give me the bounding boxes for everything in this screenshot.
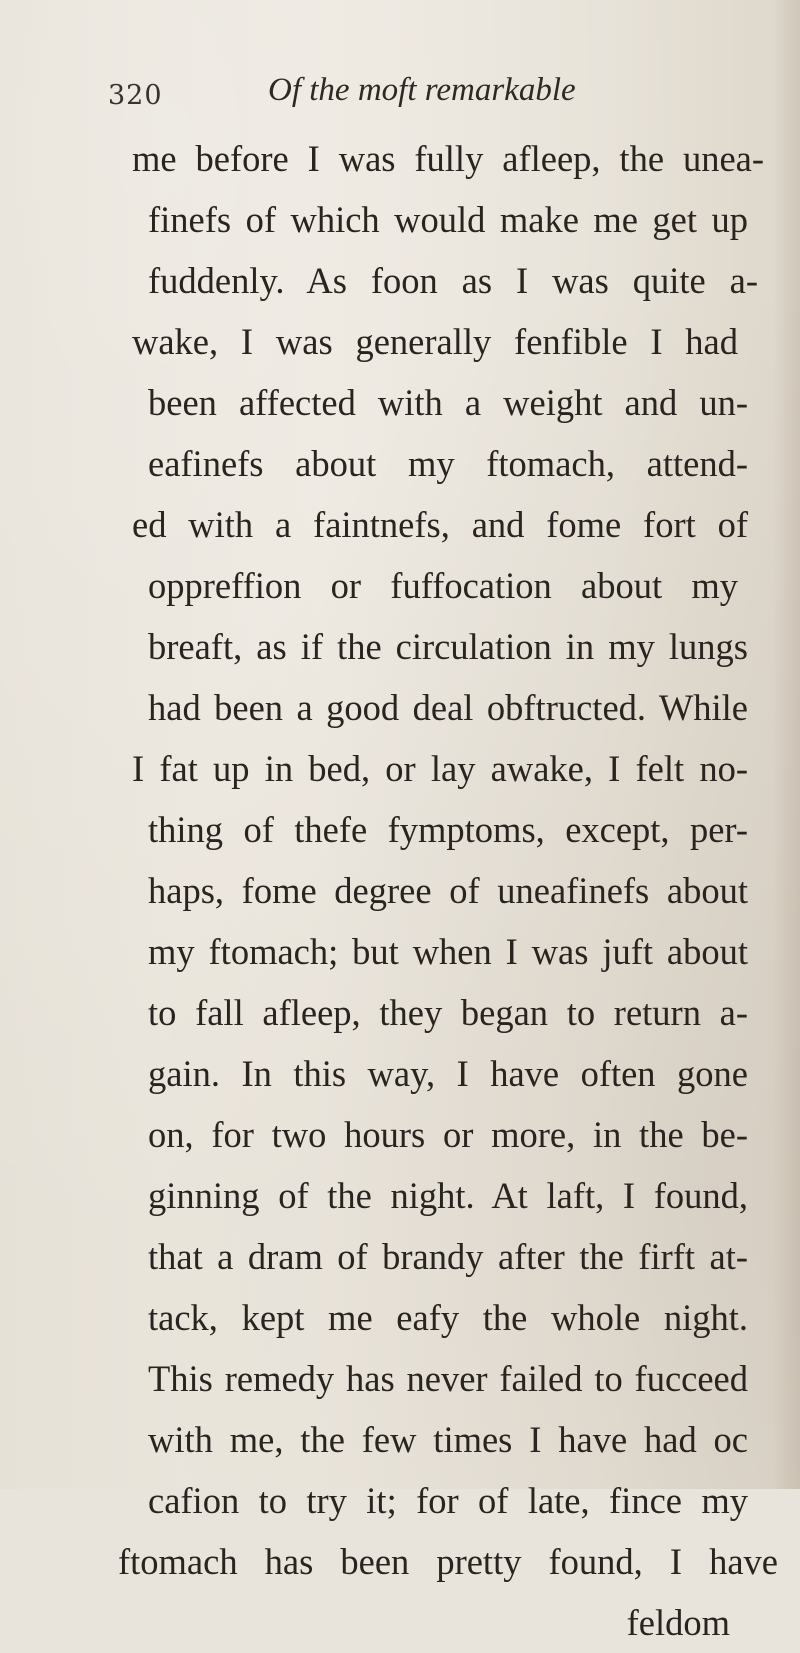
- text-line: been affected with a weight and un-: [148, 382, 748, 423]
- text-line: gain. In this way, I have often gone: [148, 1053, 748, 1094]
- catchword: feldom: [626, 1602, 730, 1643]
- body-text: [118, 128, 778, 1653]
- text-line: my ftomach; but when I was juft about: [148, 931, 748, 972]
- page-header: [108, 72, 668, 122]
- text-line: This remedy has never failed to fucceed: [148, 1358, 748, 1399]
- text-line: ftomach has been pretty found, I have: [118, 1541, 778, 1582]
- text-line: on, for two hours or more, in the be-: [148, 1114, 748, 1155]
- text-line: with me, the few times I have had oc: [148, 1419, 748, 1460]
- text-line: tack, kept me eafy the whole night.: [148, 1297, 748, 1338]
- text-line: finefs of which would make me get up: [148, 199, 748, 240]
- text-line: ed with a faintnefs, and fome fort of: [132, 504, 748, 545]
- text-line: had been a good deal obftructed. While: [148, 687, 748, 728]
- text-line: haps, fome degree of uneafinefs about: [148, 870, 748, 911]
- text-line: cafion to try it; for of late, fince my: [148, 1480, 748, 1521]
- text-line: ginning of the night. At laft, I found,: [148, 1175, 748, 1216]
- text-line: I fat up in bed, or lay awake, I felt no-: [132, 748, 748, 789]
- text-line: me before I was fully afleep, the unea-: [132, 138, 764, 179]
- text-line: to fall afleep, they began to return a-: [148, 992, 748, 1033]
- text-line: thing of thefe fymptoms, except, per-: [148, 809, 748, 850]
- text-line: wake, I was generally fenfible I had: [132, 321, 738, 362]
- text-line: breaft, as if the circulation in my lungs: [148, 626, 748, 667]
- page-number: 320: [108, 80, 163, 111]
- text-line: that a dram of brandy after the firft at-: [148, 1236, 748, 1277]
- text-line: eafinefs about my ftomach, attend-: [148, 443, 748, 484]
- text-line: oppreffion or fuffocation about my: [148, 565, 738, 606]
- text-line: fuddenly. As foon as I was quite a-: [148, 260, 758, 301]
- running-head: Of the moft remarkable: [268, 72, 576, 108]
